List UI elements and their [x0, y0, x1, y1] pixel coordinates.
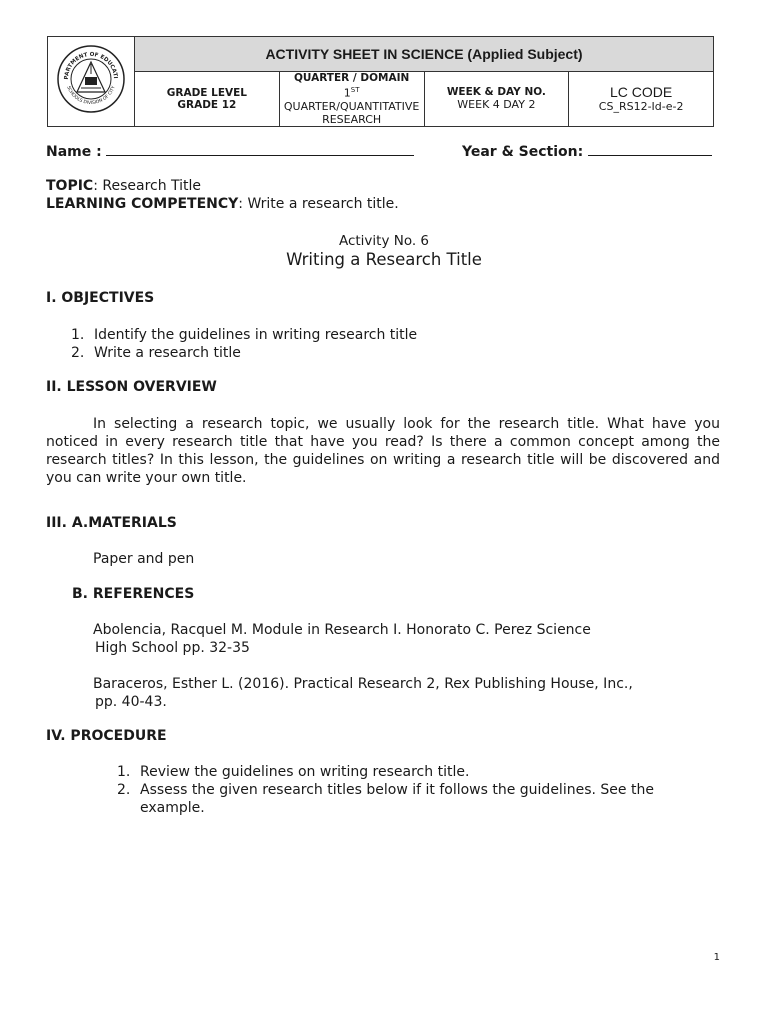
- references-heading: B. REFERENCES: [72, 586, 195, 602]
- reference-line: Baraceros, Esther L. (2016). Practical Research 2, Rex Publishing House, Inc.,: [93, 676, 633, 692]
- competency-label: LEARNING COMPETENCY: [46, 196, 239, 212]
- year-section-blank[interactable]: [588, 143, 712, 156]
- svg-text:DEPARTMENT OF EDUCATION: [56, 44, 118, 80]
- reference-line: High School pp. 32-35: [95, 640, 250, 656]
- procedure-text: example.: [140, 800, 205, 816]
- procedure-text: Assess the given research titles below if it follows the guidelines. See the: [140, 782, 654, 798]
- procedure-num: 1.: [117, 764, 131, 780]
- reference-line: pp. 40-43.: [95, 694, 167, 710]
- header-table: [47, 36, 714, 127]
- quarter-domain-label: QUARTER / DOMAIN: [293, 72, 410, 84]
- topic-label: TOPIC: [46, 178, 94, 194]
- procedure-text: Review the guidelines on writing research title.: [140, 764, 470, 780]
- week-day-label: WEEK & DAY NO.: [446, 86, 546, 99]
- quarter-domain-cell: [279, 72, 424, 127]
- name-blank[interactable]: [106, 143, 414, 156]
- topic-line: [46, 177, 201, 195]
- activity-title: Writing a Research Title: [286, 250, 482, 269]
- year-section-label: Year & Section:: [462, 144, 584, 160]
- deped-seal-icon: [56, 44, 126, 114]
- grade-level-label: GRADE LEVEL: [166, 86, 247, 99]
- grade-level-value: GRADE 12: [177, 98, 237, 111]
- week-day-cell: [424, 72, 569, 127]
- grade-level-cell: [135, 72, 280, 127]
- page-number: 1: [713, 952, 720, 963]
- objective-text: Write a research title: [94, 345, 241, 361]
- sheet-title: ACTIVITY SHEET IN SCIENCE (Applied Subject): [135, 37, 714, 72]
- topic-value: : Research Title: [93, 178, 202, 194]
- materials-text: Paper and pen: [93, 551, 195, 567]
- competency-value: : Write a research title.: [238, 196, 399, 212]
- week-day-value: WEEK 4 DAY 2: [457, 98, 536, 112]
- materials-heading: III. A.MATERIALS: [46, 515, 177, 531]
- procedure-heading: IV. PROCEDURE: [46, 728, 167, 744]
- procedure-num: 2.: [117, 782, 131, 798]
- name-row: [46, 143, 414, 161]
- lc-code-label: LC CODE: [610, 84, 673, 101]
- year-section-row: [462, 143, 712, 161]
- lc-code-cell: [569, 72, 714, 127]
- objective-text: Identify the guidelines in writing research title: [94, 327, 418, 343]
- objective-num: 2.: [71, 345, 85, 361]
- reference-line: Abolencia, Racquel M. Module in Research I. Honorato C. Perez Science: [93, 622, 591, 638]
- competency-line: [46, 195, 399, 213]
- quarter-domain-value: 1ST QUARTER/QUANTITATIVE: [283, 86, 420, 113]
- seal-ring-top-text: PARTMENT OF EDUCATI: [63, 52, 119, 81]
- lesson-overview-heading: II. LESSON OVERVIEW: [46, 379, 217, 395]
- lc-code-value: CS_RS12-Id-e-2: [598, 100, 684, 114]
- objectives-heading: I. OBJECTIVES: [46, 290, 155, 306]
- activity-number: Activity No. 6: [338, 233, 430, 249]
- lesson-overview-paragraph: In selecting a research topic, we usually look for the research title. What have you noticed in every research title that have you read? Is there a common concept among the research titles? In this lesson, the guidelines on writing a research title will be discovered and you can write your own title.: [46, 416, 720, 486]
- objective-num: 1.: [71, 327, 85, 343]
- quarter-domain-value-line2: RESEARCH: [322, 112, 382, 126]
- logo-cell: [48, 37, 135, 127]
- name-label: Name :: [46, 144, 102, 160]
- seal-ring-bottom-text: SCHOOLS DIVISION OF CITY: [65, 85, 117, 107]
